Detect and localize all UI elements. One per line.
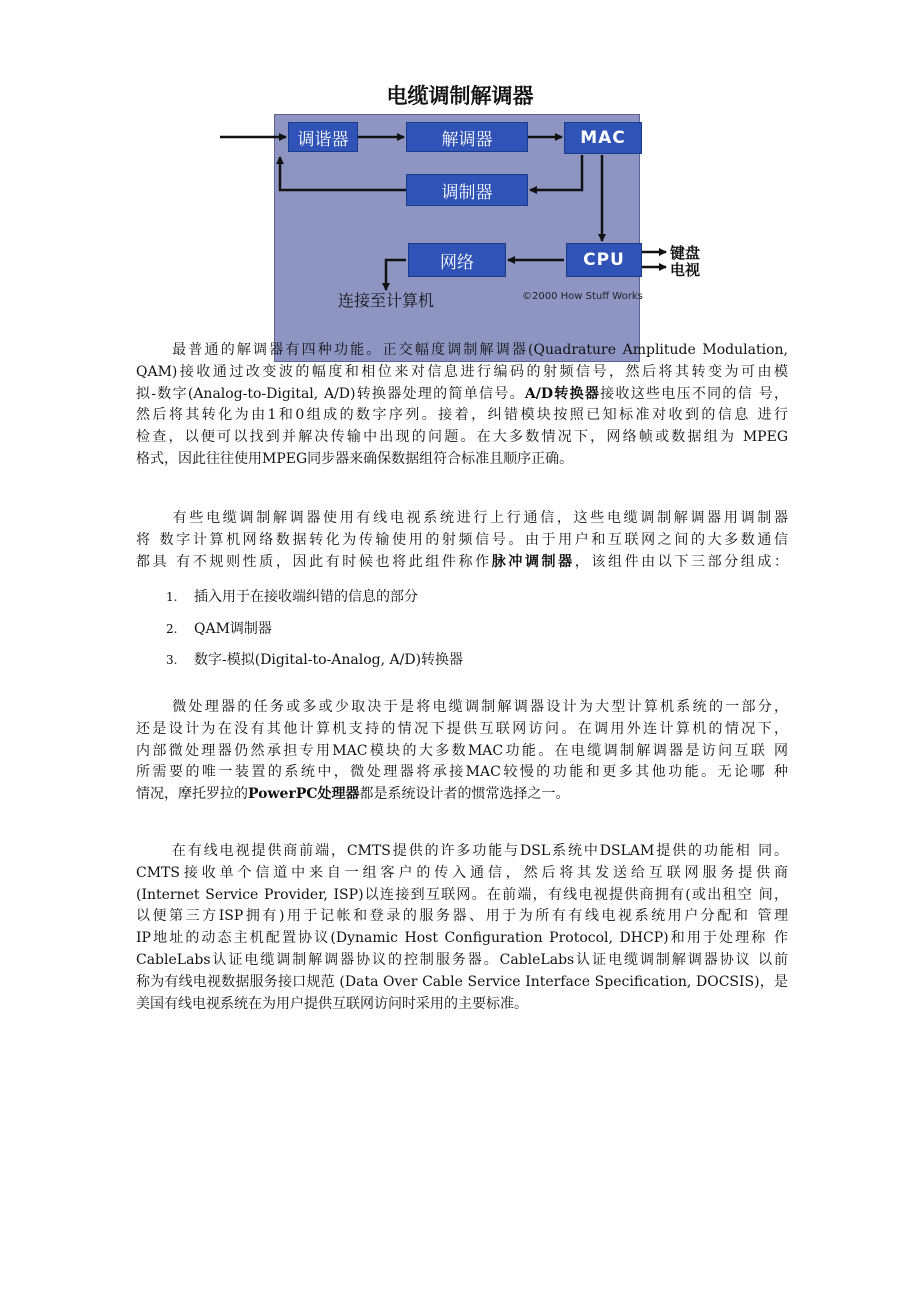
paragraph-functions (136, 340, 788, 471)
p2-line-2: 将 数字计算机网络数据转化为传输使用的射频信号。由于用户和互联网之间的大多数通信 (136, 531, 788, 548)
p3-line-5b: 都是系统设计者的惯常选择之一。 (359, 786, 570, 803)
p3-line-2: 还是设计为在没有其他计算机支持的情况下提供互联网访问。在调用外连计算机的情况下， (136, 720, 788, 737)
burst-modulator-term: 脉冲调制器 (491, 553, 575, 570)
powerpc-term: PowerPC处理器 (248, 786, 360, 803)
ad-converter-term: A/D转换器 (524, 385, 601, 402)
modulator-block: 调制器 (406, 174, 528, 206)
p4-line-5: IP地址的动态主机配置协议(Dynamic Host Configuration Protocol, DHCP)和用于处理称 作 (136, 930, 788, 947)
p3-line-3: 内部 (136, 742, 169, 759)
p1-line-1: 最普通的解调器有四种功能。正交幅度调制解调器(Quadrature Amplitude Modulation, (170, 342, 788, 358)
demodulator-block: 解调器 (406, 122, 528, 152)
arrow-modulator-tuner (280, 157, 406, 190)
p4-line-8: 美国有线电视系统在为用户提供互联网访问时采用的主要标准。 (136, 995, 528, 1012)
paragraph-microprocessor (136, 697, 788, 806)
p4-line-2: CMTS接收单个信道中来自一组客户的传入通信，然后将其发送给互联网服务提供商 (136, 864, 788, 881)
p2-line-1: 有些电缆调制解调器使用有线电视系统进行上行通信，这些电缆调制解调器用调制器 (170, 510, 788, 526)
arrow-network-computer (386, 260, 406, 290)
diagram-title: 电缆调制解调器 (386, 84, 534, 108)
p1-line-6: 格式，因此往往使用MPEG同步器来确保数据组符合标准且顺序正确。 (136, 450, 574, 467)
p4-line-4: 以便第三方ISP拥有)用于记帐和登录的服务器、用于为所有有线电视系统用户分配和 管理 (136, 908, 788, 925)
copyright-label: ©2000 How Stuff Works (522, 291, 643, 302)
p1-line-4: 然后将其转化为由1和0组成的数字序列。接着，纠错模块按照已知标准对收到的信息 进行 (136, 407, 788, 424)
p2-line-3: 都具 有不规则性质，因此有时候也将此组件称作 (136, 553, 492, 570)
paragraph-cmts (136, 841, 788, 1015)
p4-line-3: (Internet Service Provider, ISP)以连接到互联网。在前端，有线电视提供商拥有(或出租空 间， (136, 886, 788, 903)
cable-modem-diagram (210, 80, 710, 312)
mac-block: MAC (564, 122, 642, 154)
list-item: 2. QAM调制器 (166, 621, 272, 637)
p1-line-3: 拟-数字(Analog-to-Digital, A/D)转换器处理的简单信号。 (136, 385, 525, 402)
network-block: 网络 (408, 243, 506, 277)
p3-line-5: 情况，摩托罗拉的 (136, 786, 248, 803)
connect-computer-label: 连接至计算机 (338, 291, 435, 310)
p4-line-7: 称为有线电视数据服务接口规范 (Data Over Cable Service Interface Specification, DOCSIS)，是 (136, 973, 788, 990)
p3-line-3b: 仍然承担专用MAC模块的大多数MAC功能。在电缆调制解调器是访问互联 网 (234, 742, 789, 759)
tuner-block: 调谐器 (288, 122, 358, 152)
p4-line-1: 在有线电视提供商前端，CMTS提供的许多功能与DSL系统中DSLAM提供的功能相 同。 (170, 843, 788, 859)
p1-line-3b: 接收这些电压不同的信 号， (600, 385, 789, 402)
keyboard-label: 键盘 (670, 244, 701, 262)
p2-line-3b: ，该组件由以下三部分组成： (574, 553, 789, 570)
cpu-block: CPU (566, 243, 642, 277)
p1-line-5: 检查，以便可以找到并解决传输中出现的问题。在大多数情况下，网络帧或数据组为 MPEG (136, 429, 788, 446)
list-item: 3. 数字-模拟(Digital-to-Analog, A/D)转换器 (166, 652, 464, 668)
p3-line-1: 微处理器的任务或多或少取决于是将电缆调制解调器设计为大型计算机系统的一部分， (170, 699, 788, 715)
arrow-mac-modulator (530, 155, 582, 190)
p3-line-4: 所需要的唯一装置的系统中，微处理器将承接MAC较慢的功能和更多其他功能。无论哪 种 (136, 764, 788, 781)
list-item: 1. 插入用于在接收端纠错的信息的部分 (166, 589, 418, 605)
p4-line-6: CableLabs认证电缆调制解调器协议的控制服务器。CableLabs认证电缆调制解调器协议 以前 (136, 951, 788, 968)
tv-label: 电视 (670, 261, 701, 279)
microprocessor-term: 微处理器 (168, 742, 235, 759)
p1-line-2: QAM)接收通过改变波的幅度和相位来对信息进行编码的射频信号，然后将其转变为可由模 (136, 363, 788, 380)
paragraph-modulator (136, 508, 788, 573)
